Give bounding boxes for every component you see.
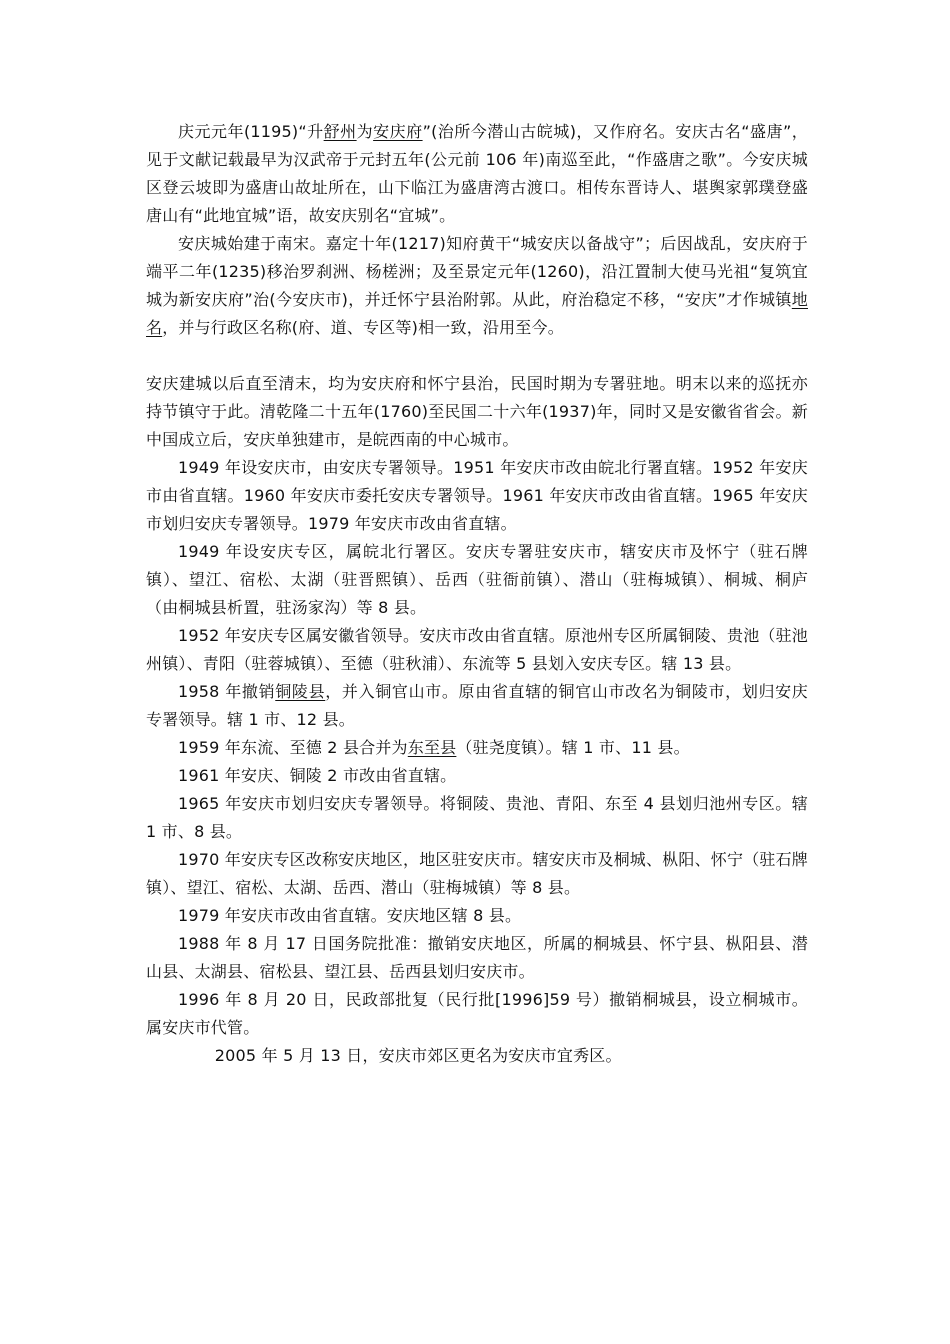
paragraph: [146, 538, 808, 622]
paragraph: [146, 454, 808, 538]
paragraph-text: 1996 年 8 月 20 日，民政部批复（民行批[1996]59 号）撤销桐城县，设立桐城市。属安庆市代管。: [146, 990, 808, 1037]
document-body: [146, 118, 808, 1070]
hyperlink[interactable]: 铜陵县: [275, 682, 326, 701]
paragraph-text: 1979 年安庆市改由省直辖。安庆地区辖 8 县。: [178, 906, 522, 925]
paragraph-text: 1952 年安庆专区属安徽省领导。安庆市改由省直辖。原池州专区所属铜陵、贵池（驻池州镇）、青阳（驻蓉城镇）、至德（驻秋浦）、东流等 5 县划入安庆专区。辖 13 县。: [146, 626, 809, 673]
paragraph: [146, 622, 808, 678]
paragraph-text: （驻尧度镇）。辖 1 市、11 县。: [456, 738, 690, 757]
paragraph: [146, 678, 808, 734]
paragraph-text: 1959 年东流、至德 2 县合并为: [178, 738, 408, 757]
paragraph-text: 1949 年设安庆市，由安庆专署领导。1951 年安庆市改由皖北行署直辖。1952 年安庆市由省直辖。1960 年安庆市委托安庆专署领导。1961 年安庆市改由省直辖。1965 年安庆市划归安庆专署领导。1979 年安庆市改由省直辖。: [146, 458, 808, 533]
paragraph-text: 1961 年安庆、铜陵 2 市改由省直辖。: [178, 766, 457, 785]
paragraph-text: 安庆城始建于南宋。嘉定十年(1217)知府黄干“城安庆以备战守”；后因战乱，安庆府于端平二年(1235)移治罗刹洲、杨槎洲；及至景定元年(1260)，沿江置制大使马光祖“复筑宜城为新安庆府”治(今安庆市)，并迁怀宁县治附郭。从此，府治稳定不移，“安庆”才作城镇: [146, 234, 808, 309]
paragraph-text: ，并与行政区名称(府、道、专区等)相一致，沿用至今。: [162, 318, 564, 337]
paragraph: [146, 734, 808, 762]
paragraph: [146, 762, 808, 790]
paragraph: [146, 846, 808, 902]
hyperlink[interactable]: 东至县: [407, 738, 457, 757]
paragraph-text: 1970 年安庆专区改称安庆地区，地区驻安庆市。辖安庆市及桐城、枞阳、怀宁（驻石牌镇）、望江、宿松、太湖、岳西、潜山（驻梅城镇）等 8 县。: [146, 850, 809, 897]
paragraph: [146, 230, 808, 342]
hyperlink[interactable]: 地名: [146, 290, 808, 337]
hyperlink[interactable]: 舒州: [323, 122, 357, 141]
paragraph: [146, 1042, 808, 1070]
hyperlink[interactable]: 安庆府: [373, 122, 423, 141]
paragraph-text: 为: [356, 122, 374, 141]
paragraph-text: 1958 年撤销: [178, 682, 276, 701]
paragraph: [146, 790, 808, 846]
paragraph-text: 1988 年 8 月 17 日国务院批准：撤销安庆地区，所属的桐城县、怀宁县、枞阳县、潜山县、太湖县、宿松县、望江县、岳西县划归安庆市。: [146, 934, 808, 981]
paragraph-text: ”(治所今潜山古皖城)，又作府名。安庆古名“盛唐”，见于文献记载最早为汉武帝于元封五年(公元前 106 年)南巡至此，“作盛唐之歌”。今安庆城区登云坡即为盛唐山故址所在，山下临江为盛唐湾古渡口。相传东晋诗人、堪舆家郭璞登盛唐山有“此地宜城”语，故安庆别名“宜城”。: [146, 122, 809, 225]
paragraph: [146, 118, 808, 230]
paragraph-text: 2005 年 5 月 13 日，安庆市郊区更名为安庆市宜秀区。: [214, 1046, 622, 1065]
paragraph: [146, 902, 808, 930]
paragraph-text: 1949 年设安庆专区，属皖北行署区。安庆专署驻安庆市，辖安庆市及怀宁（驻石牌镇）、望江、宿松、太湖（驻晋熙镇）、岳西（驻衙前镇）、潜山（驻梅城镇）、桐城、桐庐（由桐城县析置，驻汤家沟）等 8 县。: [146, 542, 808, 617]
paragraph-text: ，并入铜官山市。原由省直辖的铜官山市改名为铜陵市，划归安庆专署领导。辖 1 市、12 县。: [146, 682, 809, 729]
paragraph-text: 庆元元年(1195)“升: [178, 122, 324, 141]
paragraph-gap: [146, 342, 808, 370]
paragraph-text: 安庆建城以后直至清末，均为安庆府和怀宁县治，民国时期为专署驻地。明末以来的巡抚亦持节镇守于此。清乾隆二十五年(1760)至民国二十六年(1937)年，同时又是安徽省省会。新中国成立后，安庆单独建市，是皖西南的中心城市。: [146, 374, 808, 449]
paragraph: [146, 986, 808, 1042]
paragraph: [146, 370, 808, 454]
paragraph-text: 1965 年安庆市划归安庆专署领导。将铜陵、贵池、青阳、东至 4 县划归池州专区。辖 1 市、8 县。: [146, 794, 808, 841]
paragraph: [146, 930, 808, 986]
